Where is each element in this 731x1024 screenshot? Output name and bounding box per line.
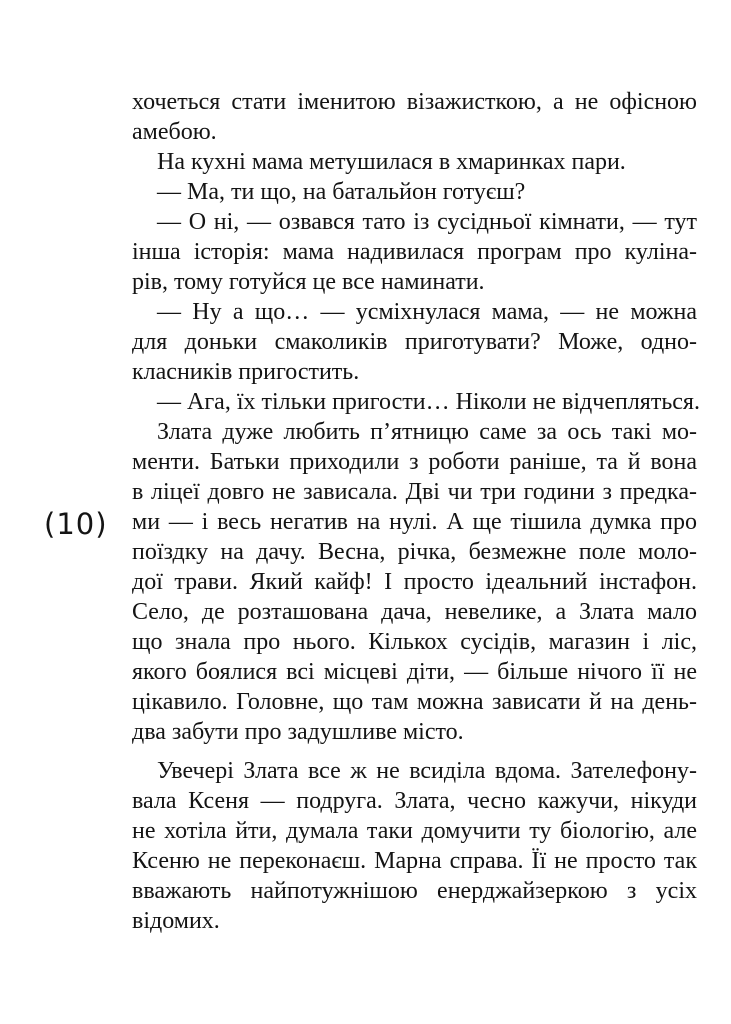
- text-line: дої трави. Який кайф! І просто ідеальний інстафон.: [132, 569, 697, 595]
- text-line: — Ага, їх тільки пригости… Ніколи не відчепляться.: [157, 389, 700, 415]
- text-line: цікавило. Головне, що там можна зависати й на день-: [132, 689, 697, 715]
- text-line: ми — і весь негатив на нулі. А ще тішила думка про: [132, 509, 697, 535]
- text-line: хочеться стати іменитою візажисткою, а не офісною: [132, 89, 697, 115]
- page-number: (10): [44, 507, 108, 541]
- text-line: вважають найпотужнішою енерджайзеркою з усіх: [132, 878, 697, 904]
- text-line: якого боялися всі місцеві діти, — більше нічого її не: [132, 659, 697, 685]
- text-line: Злата дуже любить п’ятницю саме за ось такі мо-: [157, 419, 697, 445]
- text-line: що знала про нього. Кількох сусідів, магазин і ліс,: [132, 629, 697, 655]
- text-line: в ліцеї довго не зависала. Дві чи три години з предка-: [132, 479, 697, 505]
- text-line: відомих.: [132, 908, 220, 934]
- text-line: менти. Батьки приходили з роботи раніше, та й вона: [132, 449, 697, 475]
- text-line: для доньки смаколиків приготувати? Може, одно-: [132, 329, 697, 355]
- text-line: — О ні, — озвався тато із сусідньої кімнати, — тут: [157, 209, 697, 235]
- text-line: На кухні мама метушилася в хмаринках пари.: [157, 149, 626, 175]
- text-line: Увечері Злата все ж не всиділа вдома. Зателефону-: [157, 758, 697, 784]
- text-line: рів, тому готуйся це все наминати.: [132, 269, 485, 295]
- text-line: — Ма, ти що, на батальйон готуєш?: [157, 179, 526, 205]
- text-line: — Ну а що… — усміхнулася мама, — не можна: [157, 299, 697, 325]
- text-line: не хотіла йти, думала таки домучити ту біологію, але: [132, 818, 697, 844]
- text-line: поїздку на дачу. Весна, річка, безмежне поле моло-: [132, 539, 697, 565]
- text-line: вала Ксеня — подруга. Злата, чесно кажучи, нікуди: [132, 788, 697, 814]
- text-line: Село, де розташована дача, невелике, а Злата мало: [132, 599, 697, 625]
- text-line: амебою.: [132, 119, 217, 145]
- text-line: інша історія: мама надивилася програм про куліна-: [132, 239, 697, 265]
- text-line: два забути про задушливе місто.: [132, 719, 464, 745]
- text-line: класників пригостить.: [132, 359, 360, 385]
- text-line: Ксеню не переконаєш. Марна справа. Її не просто так: [132, 848, 697, 874]
